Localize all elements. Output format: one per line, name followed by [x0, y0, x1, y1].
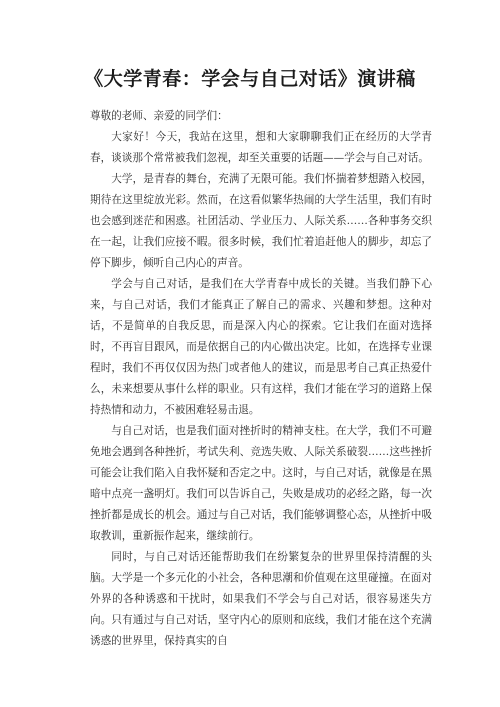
paragraph: 同时，与自己对话还能帮助我们在纷繁复杂的世界里保持清醒的头脑。大学是一个多元化的小社会，各种思潮和价值观在这里碰撞。在面对外界的各种诱惑和干扰时，如果我们不学会与自己对话，很容易迷失方向。只有通过与自己对话，坚守内心的原则和底线，我们才能在这个充满诱惑的世界里，保持真实的自 [90, 551, 432, 647]
paragraph: 与自己对话，也是我们面对挫折时的精神支柱。在大学，我们不可避免地会遇到各种挫折，考试失利、竞选失败、人际关系破裂……这些挫折可能会让我们陷入自我怀疑和否定之中。这时，与自己对话，就像是在黑暗中点亮一盏明灯。我们可以告诉自己，失败是成功的必经之路，每一次挫折都是成长的机会。通过与自己对话，我们能够调整心态，从挫折中吸取教训，重新振作起来，继续前行。 [90, 425, 432, 542]
salutation: 尊敬的老师、亲爱的同学们： [90, 110, 228, 122]
document-body [90, 106, 432, 652]
document-title: 《大学青春：学会与自己对话》演讲稿 [84, 68, 416, 90]
paragraph: 大学，是青春的舞台，充满了无限可能。我们怀揣着梦想踏入校园，期待在这里绽放光彩。然而，在这看似繁华热闹的大学生活里，我们有时也会感到迷茫和困惑。社团活动、学业压力、人际关系……各种事务交织在一起，让我们应接不暇。很多时候，我们忙着追赶他人的脚步，却忘了停下脚步，倾听自己内心的声音。 [90, 173, 432, 269]
paragraph: 大家好！今天，我站在这里，想和大家聊聊我们正在经历的大学青春，谈谈那个常常被我们忽视，却至关重要的话题——学会与自己对话。 [90, 131, 432, 164]
paragraph: 学会与自己对话，是我们在大学青春中成长的关键。当我们静下心来，与自己对话，我们才能真正了解自己的需求、兴趣和梦想。这种对话，不是简单的自我反思，而是深入内心的探索。它让我们在面对选择时，不再盲目跟风，而是依据自己的内心做出决定。比如，在选择专业课程时，我们不再仅仅因为热门或者他人的建议，而是思考自己真正热爱什么，未来想要从事什么样的职业。只有这样，我们才能在学习的道路上保持热情和动力，不被困难轻易击退。 [90, 278, 432, 416]
